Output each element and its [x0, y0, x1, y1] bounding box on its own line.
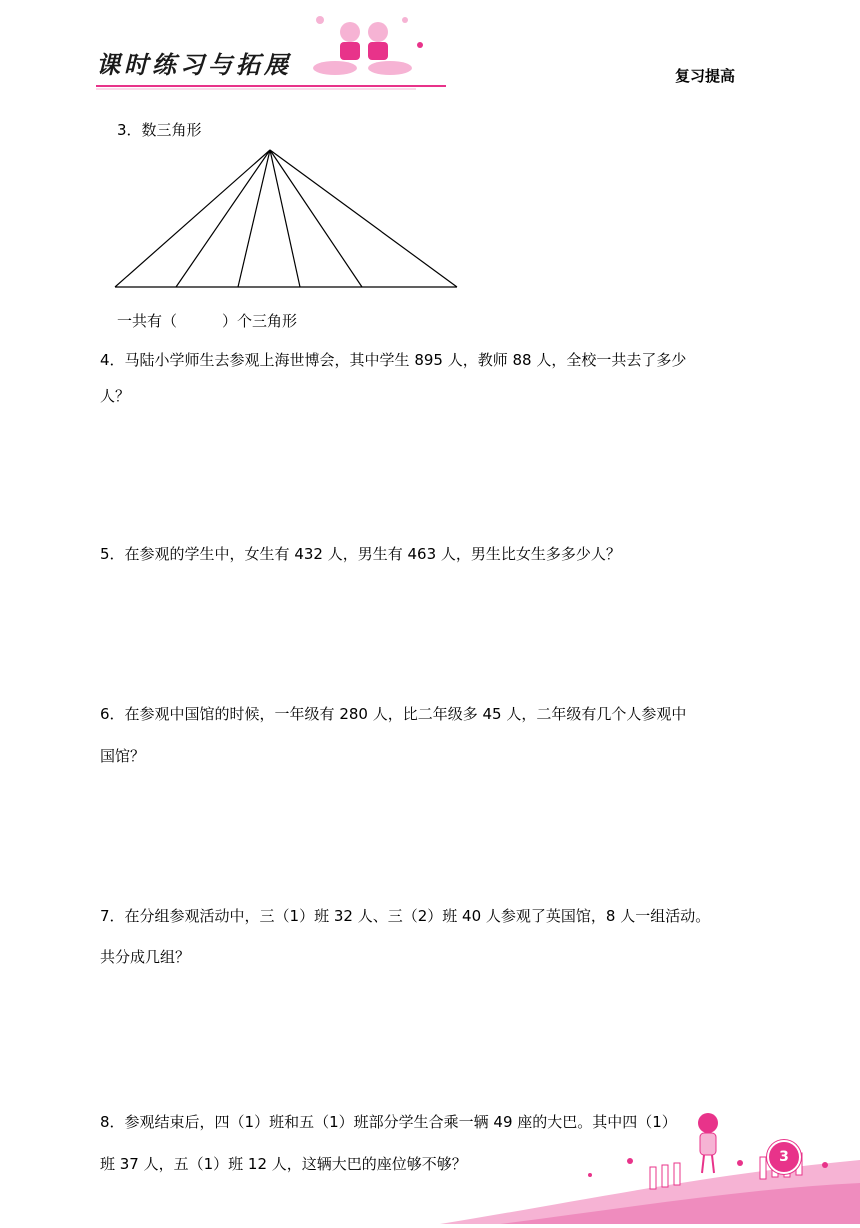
- triangle-figure: [110, 145, 462, 297]
- girl-cartoon-icon: [698, 1113, 718, 1173]
- page-number: 3: [767, 1140, 801, 1174]
- question-7-line-2: 共分成几组？: [100, 948, 191, 966]
- question-4-line-2: 人？: [100, 387, 131, 405]
- question-7-line-1: 7．在分组参观活动中，三（1）班 32 人、三（2）班 40 人参观了英国馆，8 人一组活动。: [100, 907, 711, 925]
- question-3: 3．数三角形: [117, 121, 202, 139]
- question-3-answer-line: 一共有（ ）个三角形: [117, 312, 298, 330]
- question-6-line-1: 6．在参观中国馆的时候，一年级有 280 人，比二年级多 45 人，二年级有几个人参观中: [100, 705, 687, 723]
- header-decoration: [280, 10, 450, 84]
- kids-cartoon-icon: [313, 16, 423, 75]
- book-title: 课时练习与拓展: [96, 50, 292, 79]
- header-rule: [96, 76, 456, 95]
- question-6-line-2: 国馆？: [100, 747, 146, 765]
- question-8-line-1: 8．参观结束后，四（1）班和五（1）班部分学生合乘一辆 49 座的大巴。其中四（1）: [100, 1113, 677, 1131]
- section-label: 复习提高: [675, 67, 736, 85]
- question-4-line-1: 4．马陆小学师生去参观上海世博会，其中学生 895 人，教师 88 人，全校一共去了多少: [100, 351, 687, 369]
- question-5: 5．在参观的学生中，女生有 432 人，男生有 463 人，男生比女生多多少人？: [100, 545, 621, 563]
- question-8-line-2: 班 37 人，五（1）班 12 人，这辆大巴的座位够不够？: [100, 1155, 467, 1173]
